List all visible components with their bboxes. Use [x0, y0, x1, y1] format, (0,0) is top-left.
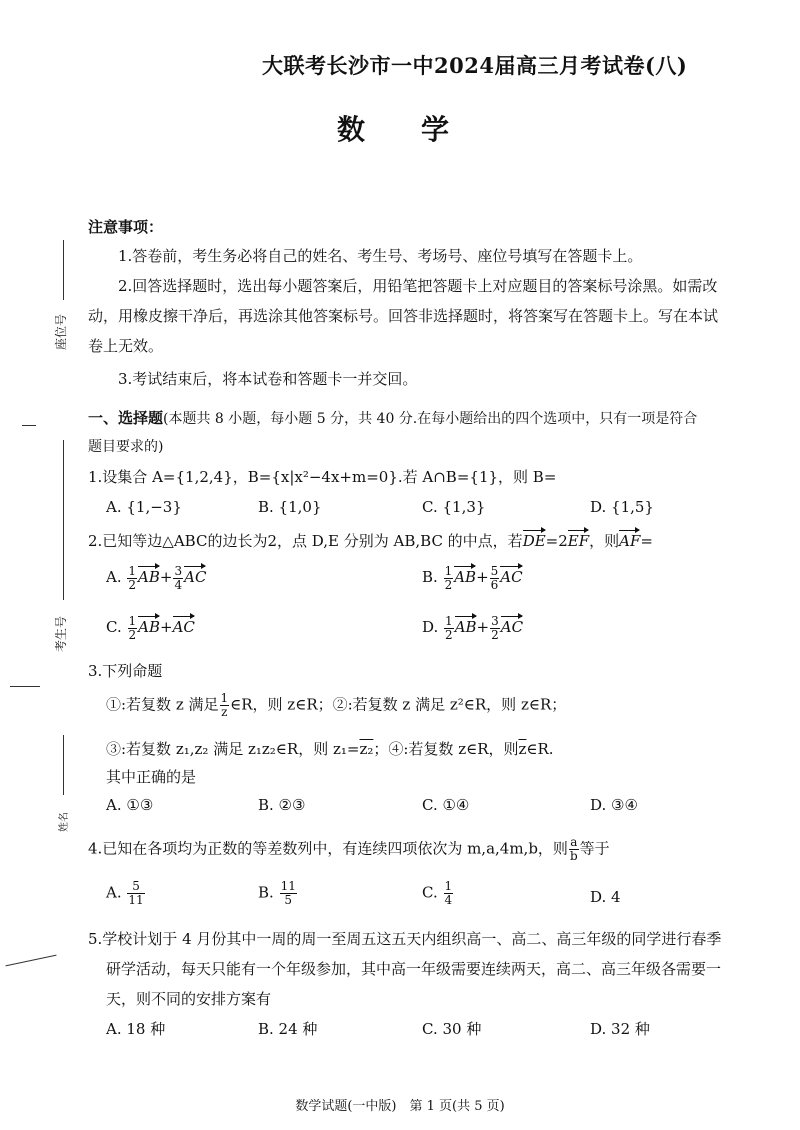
vector-ef: EF: [568, 528, 589, 550]
q5-option-c: C. 30 种: [422, 1020, 482, 1038]
notice-item-2c: 卷上无效。: [88, 337, 164, 355]
numerator: 1: [220, 691, 229, 705]
q4-option-a: [106, 880, 146, 907]
q2-stem-a: 2.已知等边△ABC的边长为2，点 D,E 分别为 AB,BC 的中点，若: [88, 532, 523, 550]
vector-ac: AC: [501, 614, 523, 636]
q4-stem-b: 等于: [579, 839, 610, 858]
q5-option-d: D. 32 种: [590, 1020, 650, 1038]
notice-item-3: 3.考试结束后，将本试卷和答题卡一并交回。: [118, 370, 418, 388]
q1-option-b: B. {1,0}: [258, 498, 322, 516]
numerator: 1: [128, 613, 137, 628]
numerator: 1: [128, 563, 137, 578]
vector-ab: AB: [454, 564, 476, 586]
prop-2-text: ∈R，则 z∈R；②:若复数 z 满足 z²∈R，则 z∈R；: [230, 695, 567, 714]
q2-eq: =2: [545, 532, 568, 550]
denominator: 2: [128, 577, 137, 592]
q5-option-b: B. 24 种: [258, 1020, 318, 1038]
denominator: b: [569, 849, 578, 863]
subject-title: 数 学: [336, 113, 463, 146]
q5-stem-c: 天，则不同的安排方案有: [106, 990, 272, 1008]
vector-ab: AB: [138, 614, 160, 636]
numerator: 11: [280, 879, 296, 893]
margin-dash: [22, 425, 36, 426]
margin-dash-2: [10, 686, 40, 687]
numerator: 5: [127, 880, 144, 894]
q2-then: ，则: [589, 532, 620, 550]
seat-label: 座位号: [54, 313, 68, 350]
q2-stem: [88, 528, 653, 551]
margin-dash-3: [5, 955, 56, 967]
q3-which: 其中正确的是: [106, 768, 197, 786]
denominator: 2: [128, 627, 137, 642]
fraction: [490, 615, 500, 642]
q1-stem: 1.设集合 A={1,2,4}，B={x|x²−4x+m=0}.若 A∩B={1}，则 B=: [88, 468, 557, 486]
q2-option-b: [422, 564, 523, 592]
option-label: A.: [106, 568, 122, 586]
margin-line-name: [63, 735, 64, 795]
numerator: a: [570, 835, 578, 849]
plus-sign: +: [476, 618, 490, 636]
fraction: [490, 565, 500, 592]
denominator: 4: [174, 577, 183, 592]
numerator: 5: [490, 563, 499, 578]
prop-3-text: ③:若复数 z₁,z₂ 满足 z₁z₂∈R，则 z₁=: [106, 740, 360, 758]
prop-4-text: ；④:若复数 z∈R，则: [373, 740, 519, 758]
q3-option-a: A. ①③: [106, 796, 154, 814]
q5-option-a: A. 18 种: [106, 1020, 166, 1038]
denominator: 2: [444, 577, 453, 592]
q4-option-c: [422, 880, 454, 907]
fraction: [280, 880, 297, 907]
q3-option-b: B. ②③: [258, 796, 306, 814]
q2-option-c: [106, 614, 195, 642]
notice-item-1: 1.答卷前，考生务必将自己的姓名、考生号、考场号、座位号填写在答题卡上。: [118, 247, 643, 265]
option-label: B.: [258, 883, 274, 902]
fraction: [220, 692, 230, 719]
fraction: [444, 880, 454, 907]
name-label: 姓名: [59, 812, 70, 832]
section-1-desc-a: (本题共 8 小题，每小题 5 分，共 40 分.在每小题给出的四个选项中，只有一项是符合: [163, 411, 698, 427]
fraction: [128, 615, 138, 642]
notice-heading: 注意事项：: [88, 218, 164, 236]
fraction: [444, 615, 454, 642]
denominator: 2: [491, 627, 499, 642]
denominator: z: [221, 705, 228, 719]
numerator: 1: [445, 613, 453, 628]
numerator: 3: [174, 563, 183, 578]
conjugate-z: $\overline{z}$: [518, 740, 527, 758]
option-label: B.: [422, 568, 438, 586]
denominator: 11: [128, 893, 144, 907]
exam-title: 大联考长沙市一中2024届高三月考试卷(八): [262, 53, 688, 78]
section-1-header: [88, 407, 697, 428]
q3-option-d: D. ③④: [590, 796, 638, 814]
notice-item-2a: 2.回答选择题时，选出每小题答案后，用铅笔把答题卡上对应题目的答案标号涂黑。如需改: [118, 277, 718, 295]
q2-option-d: [422, 614, 523, 642]
vector-ac: AC: [500, 564, 522, 586]
plus-sign: +: [160, 618, 173, 636]
fraction: [127, 565, 137, 592]
numerator: 3: [491, 613, 499, 628]
numerator: 1: [444, 563, 453, 578]
option-label: C.: [422, 883, 438, 902]
vector-af: AF: [619, 528, 640, 550]
denominator: 2: [445, 627, 453, 642]
fraction: [444, 565, 454, 592]
q2-option-a: [106, 564, 206, 592]
vector-ab: AB: [138, 564, 160, 586]
vector-de: DE: [523, 528, 546, 550]
q3-proposition-3-4: [106, 738, 554, 759]
option-label: D.: [422, 618, 439, 636]
q3-proposition-1-2: [106, 692, 566, 719]
plus-sign: +: [159, 568, 173, 586]
q5-stem-b: 研学活动，每天只能有一个年级参加，其中高一年级需要连续两天，高二、高三年级各需要一: [106, 960, 722, 978]
q4-stem: [88, 836, 610, 863]
vector-ac: AC: [184, 564, 206, 586]
q3-option-c: C. ①④: [422, 796, 470, 814]
plus-sign: +: [476, 568, 489, 586]
q4-option-b: [258, 880, 298, 907]
fraction: [569, 836, 579, 863]
fraction: [127, 880, 144, 907]
option-label: C.: [106, 618, 122, 636]
q5-stem-a: 5.学校计划于 4 月份其中一周的周一至周五这五天内组织高一、高二、高三年级的同学进行春季: [88, 930, 722, 948]
q2-tail: =: [640, 532, 653, 550]
q1-option-d: D. {1,5}: [590, 498, 654, 516]
numerator: 1: [444, 879, 453, 893]
conjugate-z2: z₂: [359, 740, 374, 758]
q1-option-c: C. {1,3}: [422, 498, 486, 516]
denominator: 6: [490, 577, 499, 592]
option-label: A.: [106, 883, 122, 902]
margin-line-seat: [63, 240, 64, 300]
denominator: 5: [284, 893, 293, 907]
margin-line-exam-no: [63, 440, 64, 600]
prop-4-tail: ∈R.: [526, 740, 554, 758]
q4-option-d: D. 4: [590, 888, 621, 906]
denominator: 4: [444, 893, 453, 907]
q3-stem: 3.下列命题: [88, 662, 163, 680]
vector-ac: AC: [173, 614, 195, 636]
section-1-heading: 一、选择题: [88, 409, 164, 427]
q1-option-a: A. {1,−3}: [106, 498, 182, 516]
section-1-desc-b: 题目要求的): [88, 439, 164, 455]
prop-1-text: ①:若复数 z 满足: [106, 695, 219, 714]
exam-no-label: 考生号: [54, 615, 68, 652]
fraction: [173, 565, 183, 592]
vector-ab: AB: [455, 614, 477, 636]
q4-stem-a: 4.已知在各项均为正数的等差数列中，有连续四项依次为 m,a,4m,b，则: [88, 839, 568, 858]
notice-item-2b: 动，用橡皮擦干净后，再选涂其他答案标号。回答非选择题时，将答案写在答题卡上。写在本试: [88, 307, 719, 325]
page-footer: 数学试题(一中版) 第 1 页(共 5 页): [295, 1099, 505, 1114]
